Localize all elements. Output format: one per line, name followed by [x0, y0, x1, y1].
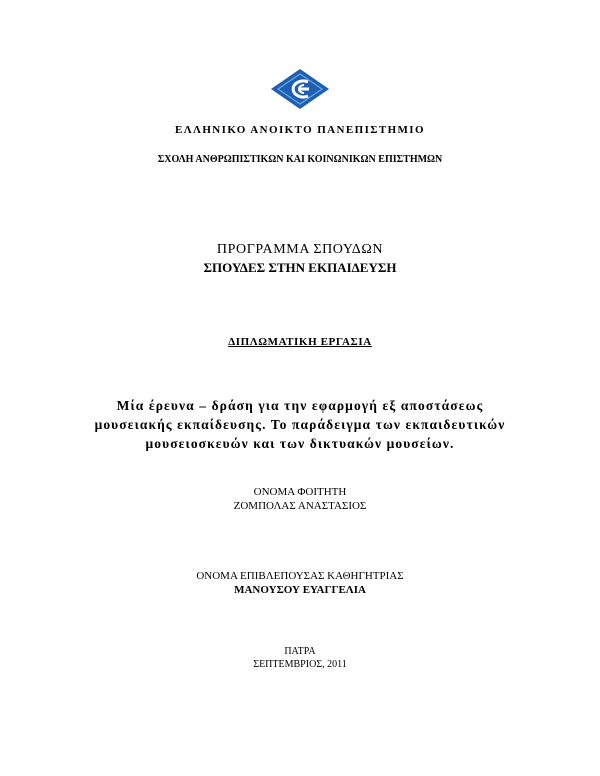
program-name: ΣΠΟΥΔΕΣ ΣΤΗΝ ΕΚΠΑΙΔΕΥΣΗ: [203, 260, 397, 275]
student-label: ΟΝΟΜΑ ΦΟΙΤΗΤΗ: [253, 486, 347, 498]
program-label: ΠΡΟΓΡΑΜΜΑ ΣΠΟΥΔΩΝ: [216, 242, 384, 257]
date: ΣΕΠΤΕΜΒΡΙΟΣ, 2011: [253, 659, 347, 670]
university-logo: [270, 68, 330, 110]
thesis-type-heading: ΔΙΠΛΩΜΑΤΙΚΗ ΕΡΓΑΣΙΑ: [228, 336, 372, 348]
city: ΠΑΤΡΑ: [284, 646, 316, 657]
student-name: ΖΟΜΠΟΛΑΣ ΑΝΑΣΤΑΣΙΟΣ: [233, 500, 367, 512]
supervisor-label: ΟΝΟΜΑ ΕΠΙΒΛΕΠΟΥΣΑΣ ΚΑΘΗΓΗΤΡΙΑΣ: [196, 570, 404, 582]
school-name: ΣΧΟΛΗ ΑΝΘΡΩΠΙΣΤΙΚΩΝ ΚΑΙ ΚΟΙΝΩΝΙΚΩΝ ΕΠΙΣΤΗΜΩΝ: [157, 154, 443, 165]
university-name: ΕΛΛΗΝΙΚΟ ΑΝΟΙΚΤΟ ΠΑΝΕΠΙΣΤΗΜΙΟ: [175, 124, 425, 136]
supervisor-name: ΜΑΝΟΥΣΟΥ ΕΥΑΓΓΕΛΙΑ: [234, 584, 366, 596]
thesis-title-line: μουσειακής εκπαίδευσης. Το παράδειγμα των εκπαιδευτικών: [94, 417, 506, 432]
thesis-title: [90, 396, 510, 453]
thesis-title-line: Μία έρευνα – δράση για την εφαρμογή εξ αποστάσεως: [116, 398, 484, 413]
thesis-title-line: μουσειοσκευών και των δικτυακών μουσείων.: [145, 436, 455, 451]
